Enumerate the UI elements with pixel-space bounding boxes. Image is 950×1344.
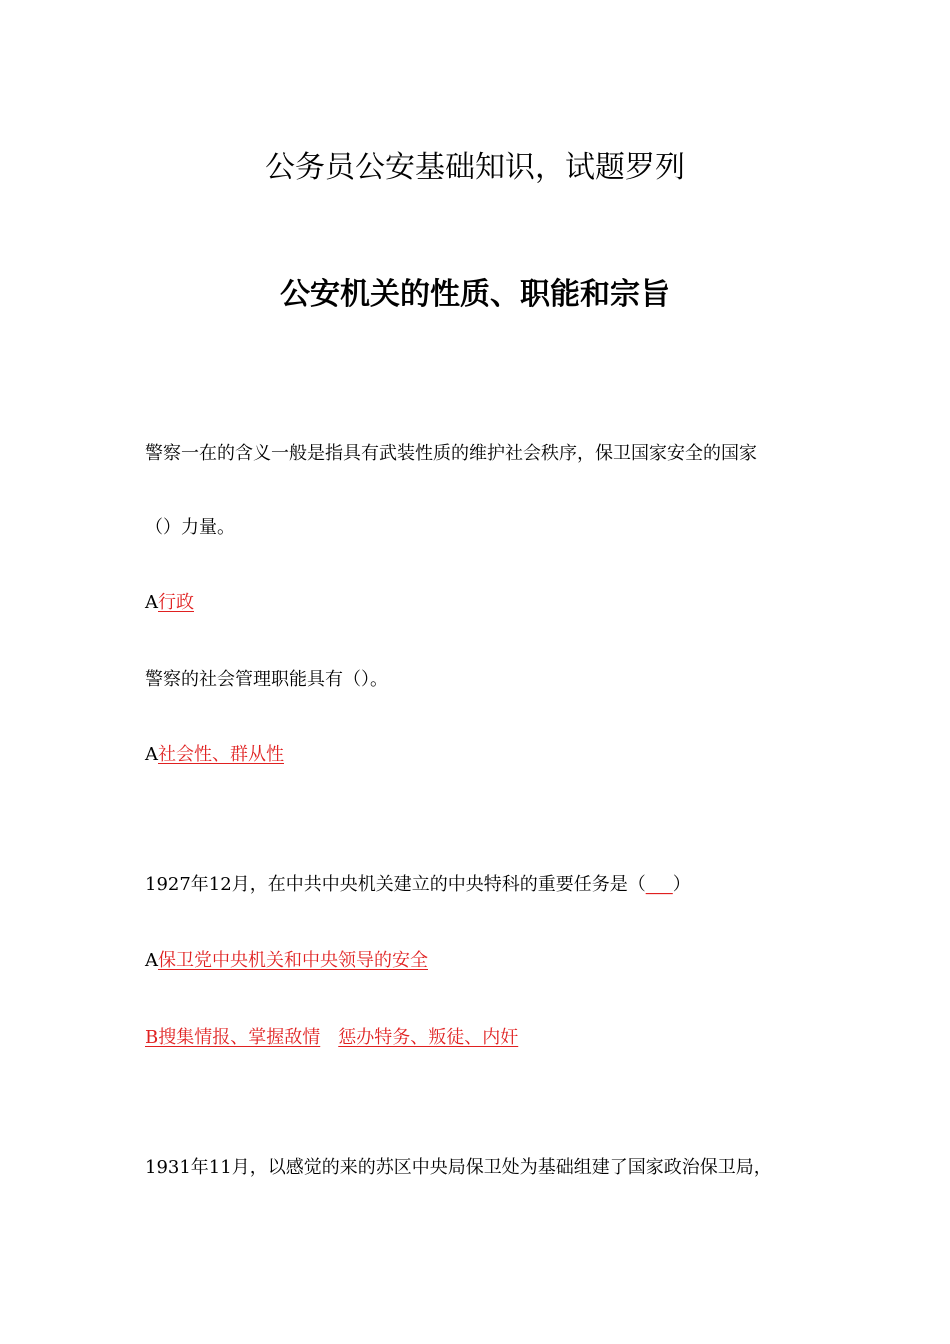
answer-prefix: A: [145, 744, 158, 765]
answer-text: 行政: [158, 592, 194, 613]
answer-b-part2: 惩办特务、叛徒、内奸: [338, 1027, 519, 1048]
answer-prefix: A: [145, 950, 158, 971]
question-text-before: 1927年12月，在中共中央机关建立的中央特科的重要任务是（: [145, 874, 646, 895]
answer-text: 保卫党中央机关和中央领导的安全: [158, 950, 428, 971]
answer-b-part1: B搜集情报、掌握敌情: [145, 1027, 321, 1048]
question-1-answer-a: [145, 590, 194, 616]
question-3-answer-b: [145, 1025, 518, 1051]
question-2-text: 警察的社会管理职能具有（）。: [145, 669, 388, 690]
question-2-answer-a: [145, 742, 284, 768]
question-1-text: 警察一在的含义一般是指具有武装性质的维护社会秩序，保卫国家安全的国家: [145, 443, 757, 464]
answer-prefix: A: [145, 592, 158, 613]
answer-blank: ___: [645, 874, 673, 895]
page-title: 公务员公安基础知识，试题罗列: [265, 150, 685, 185]
question-text-after: ）: [672, 874, 691, 895]
question-3-answer-a: [145, 948, 428, 974]
section-heading: 公安机关的性质、职能和宗旨: [280, 277, 670, 312]
question-1-text-cont: （）力量。: [145, 517, 235, 538]
question-4-text: 1931年11月，以感觉的来的苏区中央局保卫处为基础组建了国家政治保卫局，: [145, 1157, 772, 1178]
question-3-text: [145, 872, 691, 898]
answer-text: 社会性、群从性: [158, 744, 284, 765]
